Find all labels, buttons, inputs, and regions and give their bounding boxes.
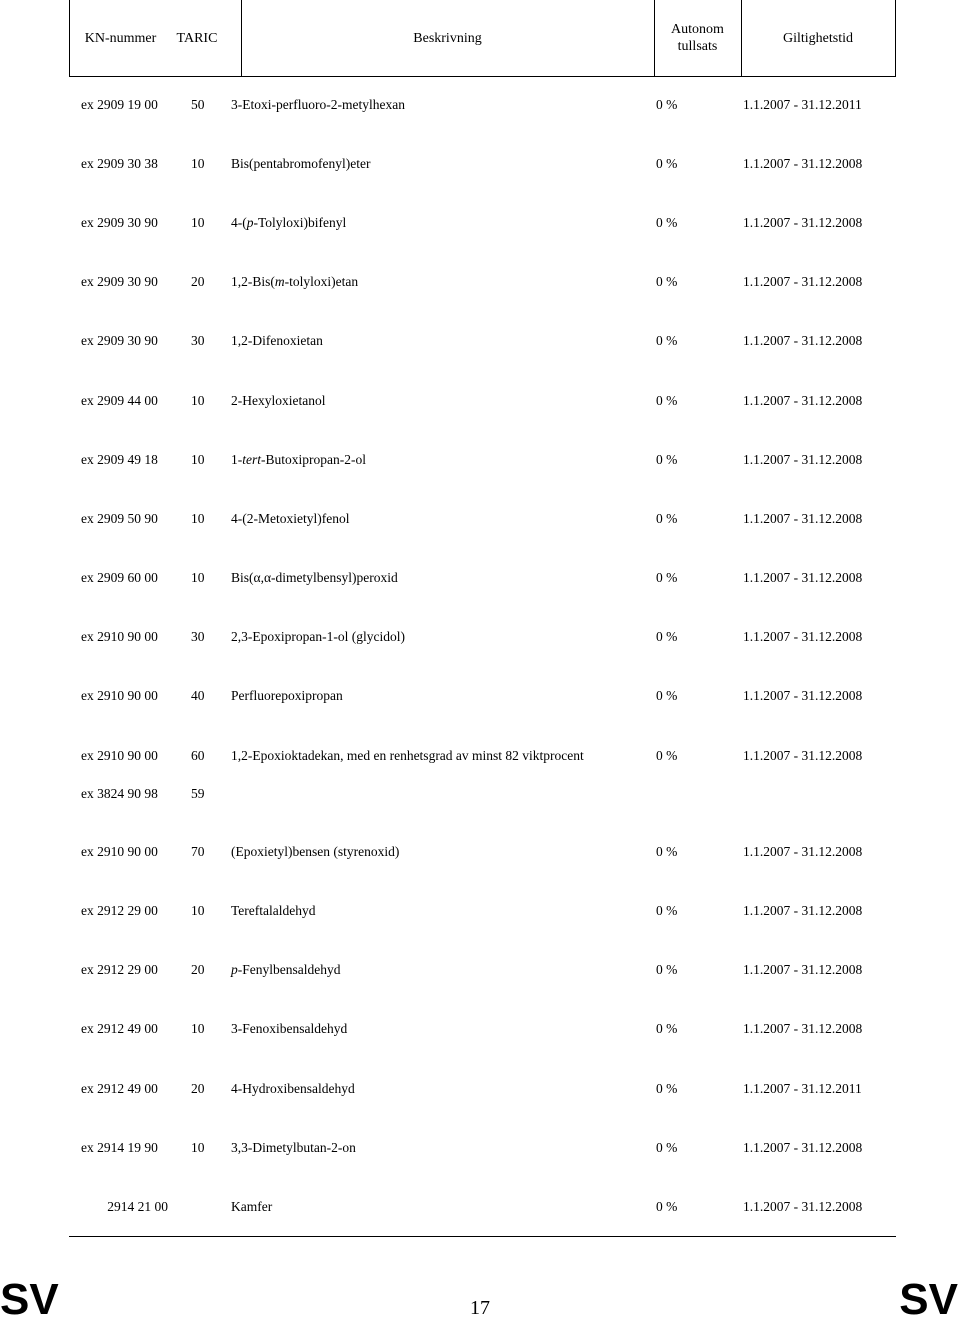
description-italic: p [231, 962, 238, 977]
validity-period: 1.1.2007 - 31.12.2008 [743, 903, 863, 918]
taric-code: 30 [191, 629, 205, 644]
validity-period: 1.1.2007 - 31.12.2008 [743, 274, 863, 289]
description-prefix: 4-( [231, 215, 247, 230]
validity-period: 1.1.2007 - 31.12.2008 [743, 570, 863, 585]
autonomous-duty-rate: 0 % [656, 452, 678, 467]
autonomous-duty-rate: 0 % [656, 156, 678, 171]
header-taric: TARIC [176, 30, 218, 46]
description: Bis(pentabromofenyl)eter [231, 156, 371, 171]
taric-code: 70 [191, 844, 205, 859]
description-suffix: -Tolyloxi)bifenyl [253, 215, 347, 230]
taric-code: 10 [191, 570, 205, 585]
autonomous-duty-rate: 0 % [656, 688, 678, 703]
description: 3-Etoxi-perfluoro-2-metylhexan [231, 97, 405, 112]
autonomous-duty-rate: 0 % [656, 333, 678, 348]
kn-number: ex 2910 90 00 [81, 844, 158, 859]
description: 2-Hexyloxietanol [231, 393, 326, 408]
kn-number: ex 2909 30 90 [81, 274, 158, 289]
autonomous-duty-rate: 0 % [656, 97, 678, 112]
description: Kamfer [231, 1199, 273, 1214]
description-suffix: -Fenylbensaldehyd [237, 962, 341, 977]
kn-number: ex 2909 44 00 [81, 393, 158, 408]
kn-number: ex 2909 60 00 [81, 570, 158, 585]
header-autonom-line1: Autonom [671, 22, 724, 37]
header-beskrivning: Beskrivning [413, 30, 482, 46]
kn-number: ex 2909 30 38 [81, 156, 158, 171]
description-prefix: 1,2-Bis( [231, 274, 275, 289]
description: Bis(α,α-dimetylbensyl)peroxid [231, 570, 398, 585]
taric-code: 40 [191, 688, 205, 703]
description [231, 273, 358, 291]
taric-code: 10 [191, 452, 205, 467]
autonomous-duty-rate: 0 % [656, 570, 678, 585]
kn-number-secondary: ex 3824 90 98 [81, 786, 158, 801]
validity-period: 1.1.2007 - 31.12.2008 [743, 215, 863, 230]
autonomous-duty-rate: 0 % [656, 1021, 678, 1036]
table-bottom-rule [69, 1236, 896, 1237]
kn-number: ex 2914 19 90 [81, 1140, 158, 1155]
tariff-table [69, 0, 896, 1214]
validity-period: 1.1.2007 - 31.12.2008 [743, 333, 863, 348]
taric-code: 10 [191, 215, 205, 230]
table-header [69, 0, 896, 77]
autonomous-duty-rate: 0 % [656, 1199, 678, 1214]
description-suffix: -Butoxipropan-2-ol [261, 452, 366, 467]
validity-period: 1.1.2007 - 31.12.2008 [743, 452, 863, 467]
validity-period: 1.1.2007 - 31.12.2008 [743, 688, 863, 703]
description-prefix: 1- [231, 452, 243, 467]
description-suffix: -tolyloxi)etan [284, 274, 359, 289]
description: 1,2-Epoxioktadekan, med en renhetsgrad av minst 82 viktprocent [231, 748, 584, 763]
validity-period: 1.1.2007 - 31.12.2008 [743, 748, 863, 763]
taric-code: 10 [191, 393, 205, 408]
kn-number: ex 2909 30 90 [81, 333, 158, 348]
validity-period: 1.1.2007 - 31.12.2008 [743, 962, 863, 977]
validity-period: 1.1.2007 - 31.12.2008 [743, 393, 863, 408]
description: 2,3-Epoxipropan-1-ol (glycidol) [231, 629, 405, 644]
description: 4-(2-Metoxietyl)fenol [231, 511, 350, 526]
description: 3-Fenoxibensaldehyd [231, 1021, 348, 1036]
taric-code: 20 [191, 1081, 205, 1096]
language-code-left: SV [0, 1275, 59, 1324]
autonomous-duty-rate: 0 % [656, 511, 678, 526]
taric-code: 10 [191, 511, 205, 526]
autonomous-duty-rate: 0 % [656, 629, 678, 644]
autonomous-duty-rate: 0 % [656, 844, 678, 859]
taric-code-secondary: 59 [191, 786, 205, 801]
kn-number: ex 2912 29 00 [81, 962, 158, 977]
page-number: 17 [470, 1297, 490, 1319]
autonomous-duty-rate: 0 % [656, 1140, 678, 1155]
validity-period: 1.1.2007 - 31.12.2008 [743, 1199, 863, 1214]
taric-code: 30 [191, 333, 205, 348]
validity-period: 1.1.2007 - 31.12.2008 [743, 1021, 863, 1036]
description [231, 961, 340, 979]
taric-code: 10 [191, 156, 205, 171]
description: Tereftalaldehyd [231, 903, 316, 918]
kn-number: ex 2912 49 00 [81, 1081, 158, 1096]
description-italic: m [274, 274, 285, 289]
taric-code: 10 [191, 903, 205, 918]
autonomous-duty-rate: 0 % [656, 274, 678, 289]
description: 1,2-Difenoxietan [231, 333, 323, 348]
validity-period: 1.1.2007 - 31.12.2008 [743, 156, 863, 171]
validity-period: 1.1.2007 - 31.12.2008 [743, 844, 863, 859]
autonomous-duty-rate: 0 % [656, 748, 678, 763]
description [231, 451, 366, 469]
autonomous-duty-rate: 0 % [656, 903, 678, 918]
autonomous-duty-rate: 0 % [656, 215, 678, 230]
kn-number: ex 2912 29 00 [81, 903, 158, 918]
kn-number: ex 2909 49 18 [81, 452, 158, 467]
language-code-right: SV [899, 1275, 958, 1324]
validity-period: 1.1.2007 - 31.12.2008 [743, 511, 863, 526]
validity-period: 1.1.2007 - 31.12.2008 [743, 1140, 863, 1155]
autonomous-duty-rate: 0 % [656, 1081, 678, 1096]
kn-number: ex 2910 90 00 [81, 688, 158, 703]
description: (Epoxietyl)bensen (styrenoxid) [231, 844, 400, 859]
taric-code: 10 [191, 1140, 205, 1155]
header-autonom-line2: tullsats [677, 39, 718, 54]
taric-code: 60 [191, 748, 205, 763]
description: 4-Hydroxibensaldehyd [231, 1081, 355, 1096]
description-italic: p [246, 215, 254, 230]
autonomous-duty-rate: 0 % [656, 393, 678, 408]
description: 3,3-Dimetylbutan-2-on [231, 1140, 356, 1155]
validity-period: 1.1.2007 - 31.12.2011 [743, 1081, 862, 1096]
kn-number: ex 2909 19 00 [81, 97, 158, 112]
kn-number: 2914 21 00 [107, 1199, 168, 1214]
kn-number: ex 2910 90 00 [81, 748, 158, 763]
kn-number: ex 2909 30 90 [81, 215, 158, 230]
kn-number: ex 2910 90 00 [81, 629, 158, 644]
taric-code: 50 [191, 97, 205, 112]
autonomous-duty-rate: 0 % [656, 962, 678, 977]
header-giltighetstid: Giltighetstid [783, 30, 853, 46]
header-autonom-tullsats [654, 0, 741, 76]
description-italic: tert [242, 452, 261, 467]
taric-code: 10 [191, 1021, 205, 1036]
taric-code: 20 [191, 274, 205, 289]
validity-period: 1.1.2007 - 31.12.2011 [743, 97, 862, 112]
taric-code: 20 [191, 962, 205, 977]
kn-number: ex 2909 50 90 [81, 511, 158, 526]
header-kn-nummer: KN-nummer [84, 30, 157, 46]
kn-number: ex 2912 49 00 [81, 1021, 158, 1036]
description: Perfluorepoxipropan [231, 688, 343, 703]
description [231, 214, 346, 232]
validity-period: 1.1.2007 - 31.12.2008 [743, 629, 863, 644]
